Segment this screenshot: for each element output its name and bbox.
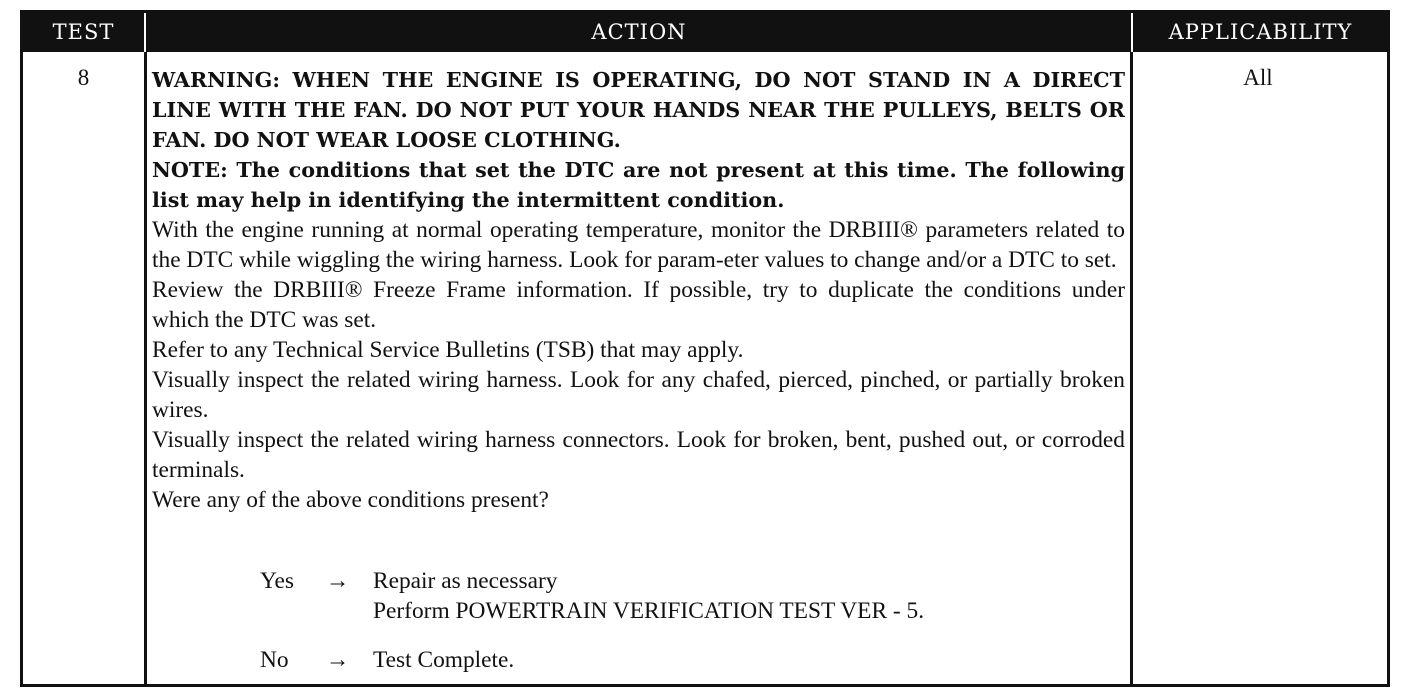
column-divider — [1130, 52, 1133, 684]
no-action-line: Test Complete. — [373, 647, 515, 673]
column-divider — [144, 52, 147, 684]
yes-action-line: Perform POWERTRAIN VERIFICATION TEST VER - 5. — [373, 598, 925, 624]
arrow-icon: → — [326, 647, 350, 673]
no-label: No — [260, 647, 289, 673]
warning-text: WARNING: WHEN THE ENGINE IS OPERATING, DO NOT STAND IN A DIRECT LINE WITH THE FAN. DO NOT PUT YOUR HANDS NEAR THE PULLEYS, BELTS OR FAN. DO NOT WEAR LOOSE CLOTHING. — [152, 68, 1125, 152]
action-paragraph: Review the DRBIII® Freeze Frame information. If possible, try to duplicate the conditions under which the DTC was set. — [152, 277, 1125, 333]
note-text: NOTE: The conditions that set the DTC are not present at this time. The following list may help in identifying the intermittent condition. — [152, 158, 1125, 212]
header-test: TEST — [52, 20, 115, 44]
action-paragraph: With the engine running at normal operating temperature, monitor the DRBIII® parameters related to the DTC while wiggling the wiring harness. Look for param-eter values to change and/or a DTC to set. — [152, 217, 1125, 273]
applicability-value: All — [1243, 65, 1273, 90]
table-header — [23, 13, 1387, 52]
header-applicability: APPLICABILITY — [1168, 20, 1353, 44]
action-paragraph: Visually inspect the related wiring harness. Look for any chafed, pierced, pinched, or partially broken wires. — [152, 367, 1125, 423]
yes-action-line: Repair as necessary — [373, 568, 558, 594]
action-paragraph: Refer to any Technical Service Bulletins (TSB) that may apply. — [152, 337, 744, 363]
question-text: Were any of the above conditions present? — [152, 487, 549, 513]
action-cell — [152, 65, 1125, 515]
yes-label: Yes — [260, 568, 295, 594]
diagnostic-table — [20, 10, 1390, 687]
arrow-icon: → — [326, 568, 350, 594]
header-divider — [1131, 13, 1133, 52]
action-paragraph: Visually inspect the related wiring harness connectors. Look for broken, bent, pushed out, or corroded terminals. — [152, 427, 1125, 483]
test-number: 8 — [77, 65, 90, 90]
header-action: ACTION — [591, 20, 687, 44]
